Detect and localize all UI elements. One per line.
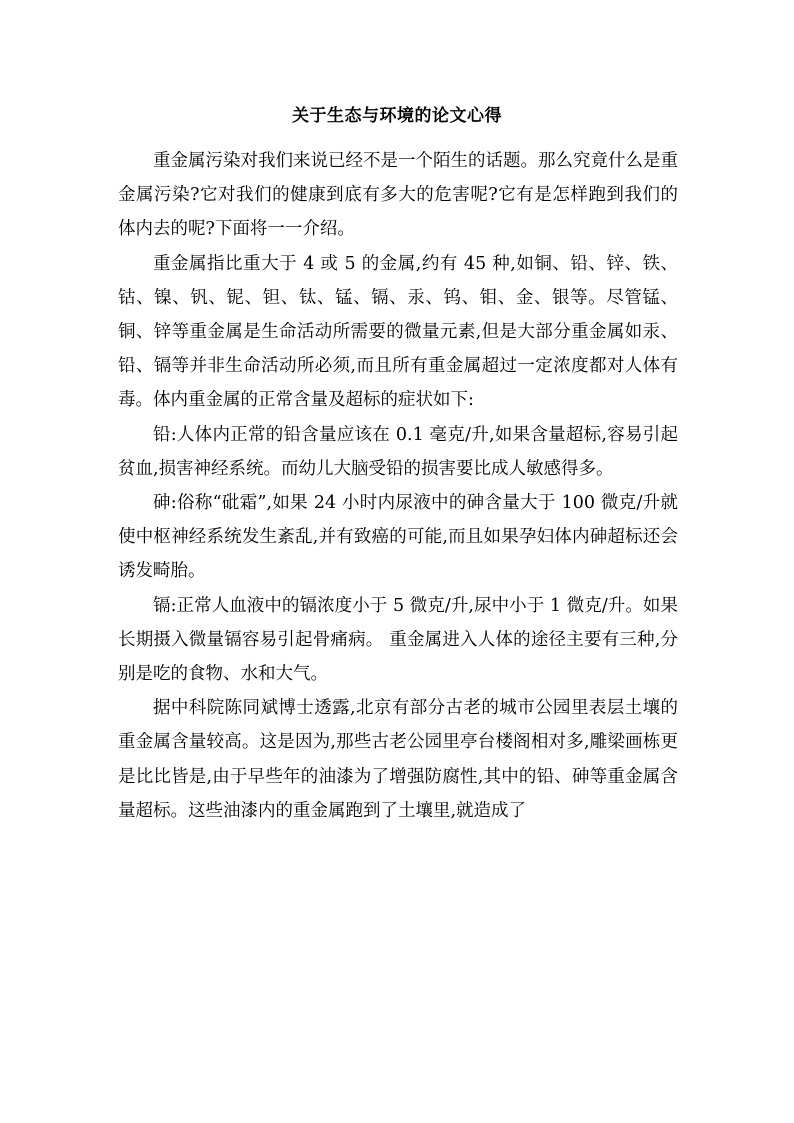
- paragraph-definition: 重金属指比重大于 4 或 5 的金属,约有 45 种,如铜、铅、锌、铁、钴、镍、钒、铌、钽、钛、锰、镉、汞、钨、钼、金、银等。尽管锰、铜、锌等重金属是生命活动所需要的微量元素,但是大部分重金属如汞、铅、镉等并非生命活动所必须,而且所有重金属超过一定浓度都对人体有毒。体内重金属的正常含量及超标的症状如下:: [118, 253, 678, 411]
- paragraph-intro: 重金属污染对我们来说已经不是一个陌生的话题。那么究竟什么是重金属污染?它对我们的健康到底有多大的危害呢?它有是怎样跑到我们的体内去的呢?下面将一一介绍。: [118, 151, 678, 240]
- paragraph-arsenic: 砷:俗称“砒霜”,如果 24 小时内尿液中的砷含量大于 100 微克/升就使中枢神经系统发生紊乱,并有致癌的可能,而且如果孕妇体内砷超标还会诱发畸胎。: [118, 493, 678, 582]
- paragraph-beijing-parks: 据中科院陈同斌博士透露,北京有部分古老的城市公园里表层土壤的重金属含量较高。这是因为,那些古老公园里亭台楼阁相对多,雕梁画栋更是比比皆是,由于早些年的油漆为了增强防腐性,其中的铅、砷等重金属含量超标。这些油漆内的重金属跑到了土壤里,就造成了: [118, 698, 678, 821]
- paragraph-cadmium: 镉:正常人血液中的镉浓度小于 5 微克/升,尿中小于 1 微克/升。如果长期摄入微量镉容易引起骨痛病。 重金属进入人体的途径主要有三种,分别是吃的食物、水和大气。: [118, 595, 678, 685]
- document-body: [118, 144, 678, 828]
- paragraph-lead: 铅:人体内正常的铅含量应该在 0.1 毫克/升,如果含量超标,容易引起贫血,损害神经系统。而幼儿大脑受铅的损害要比成人敏感得多。: [118, 424, 678, 479]
- document-title: 关于生态与环境的论文心得: [292, 106, 502, 126]
